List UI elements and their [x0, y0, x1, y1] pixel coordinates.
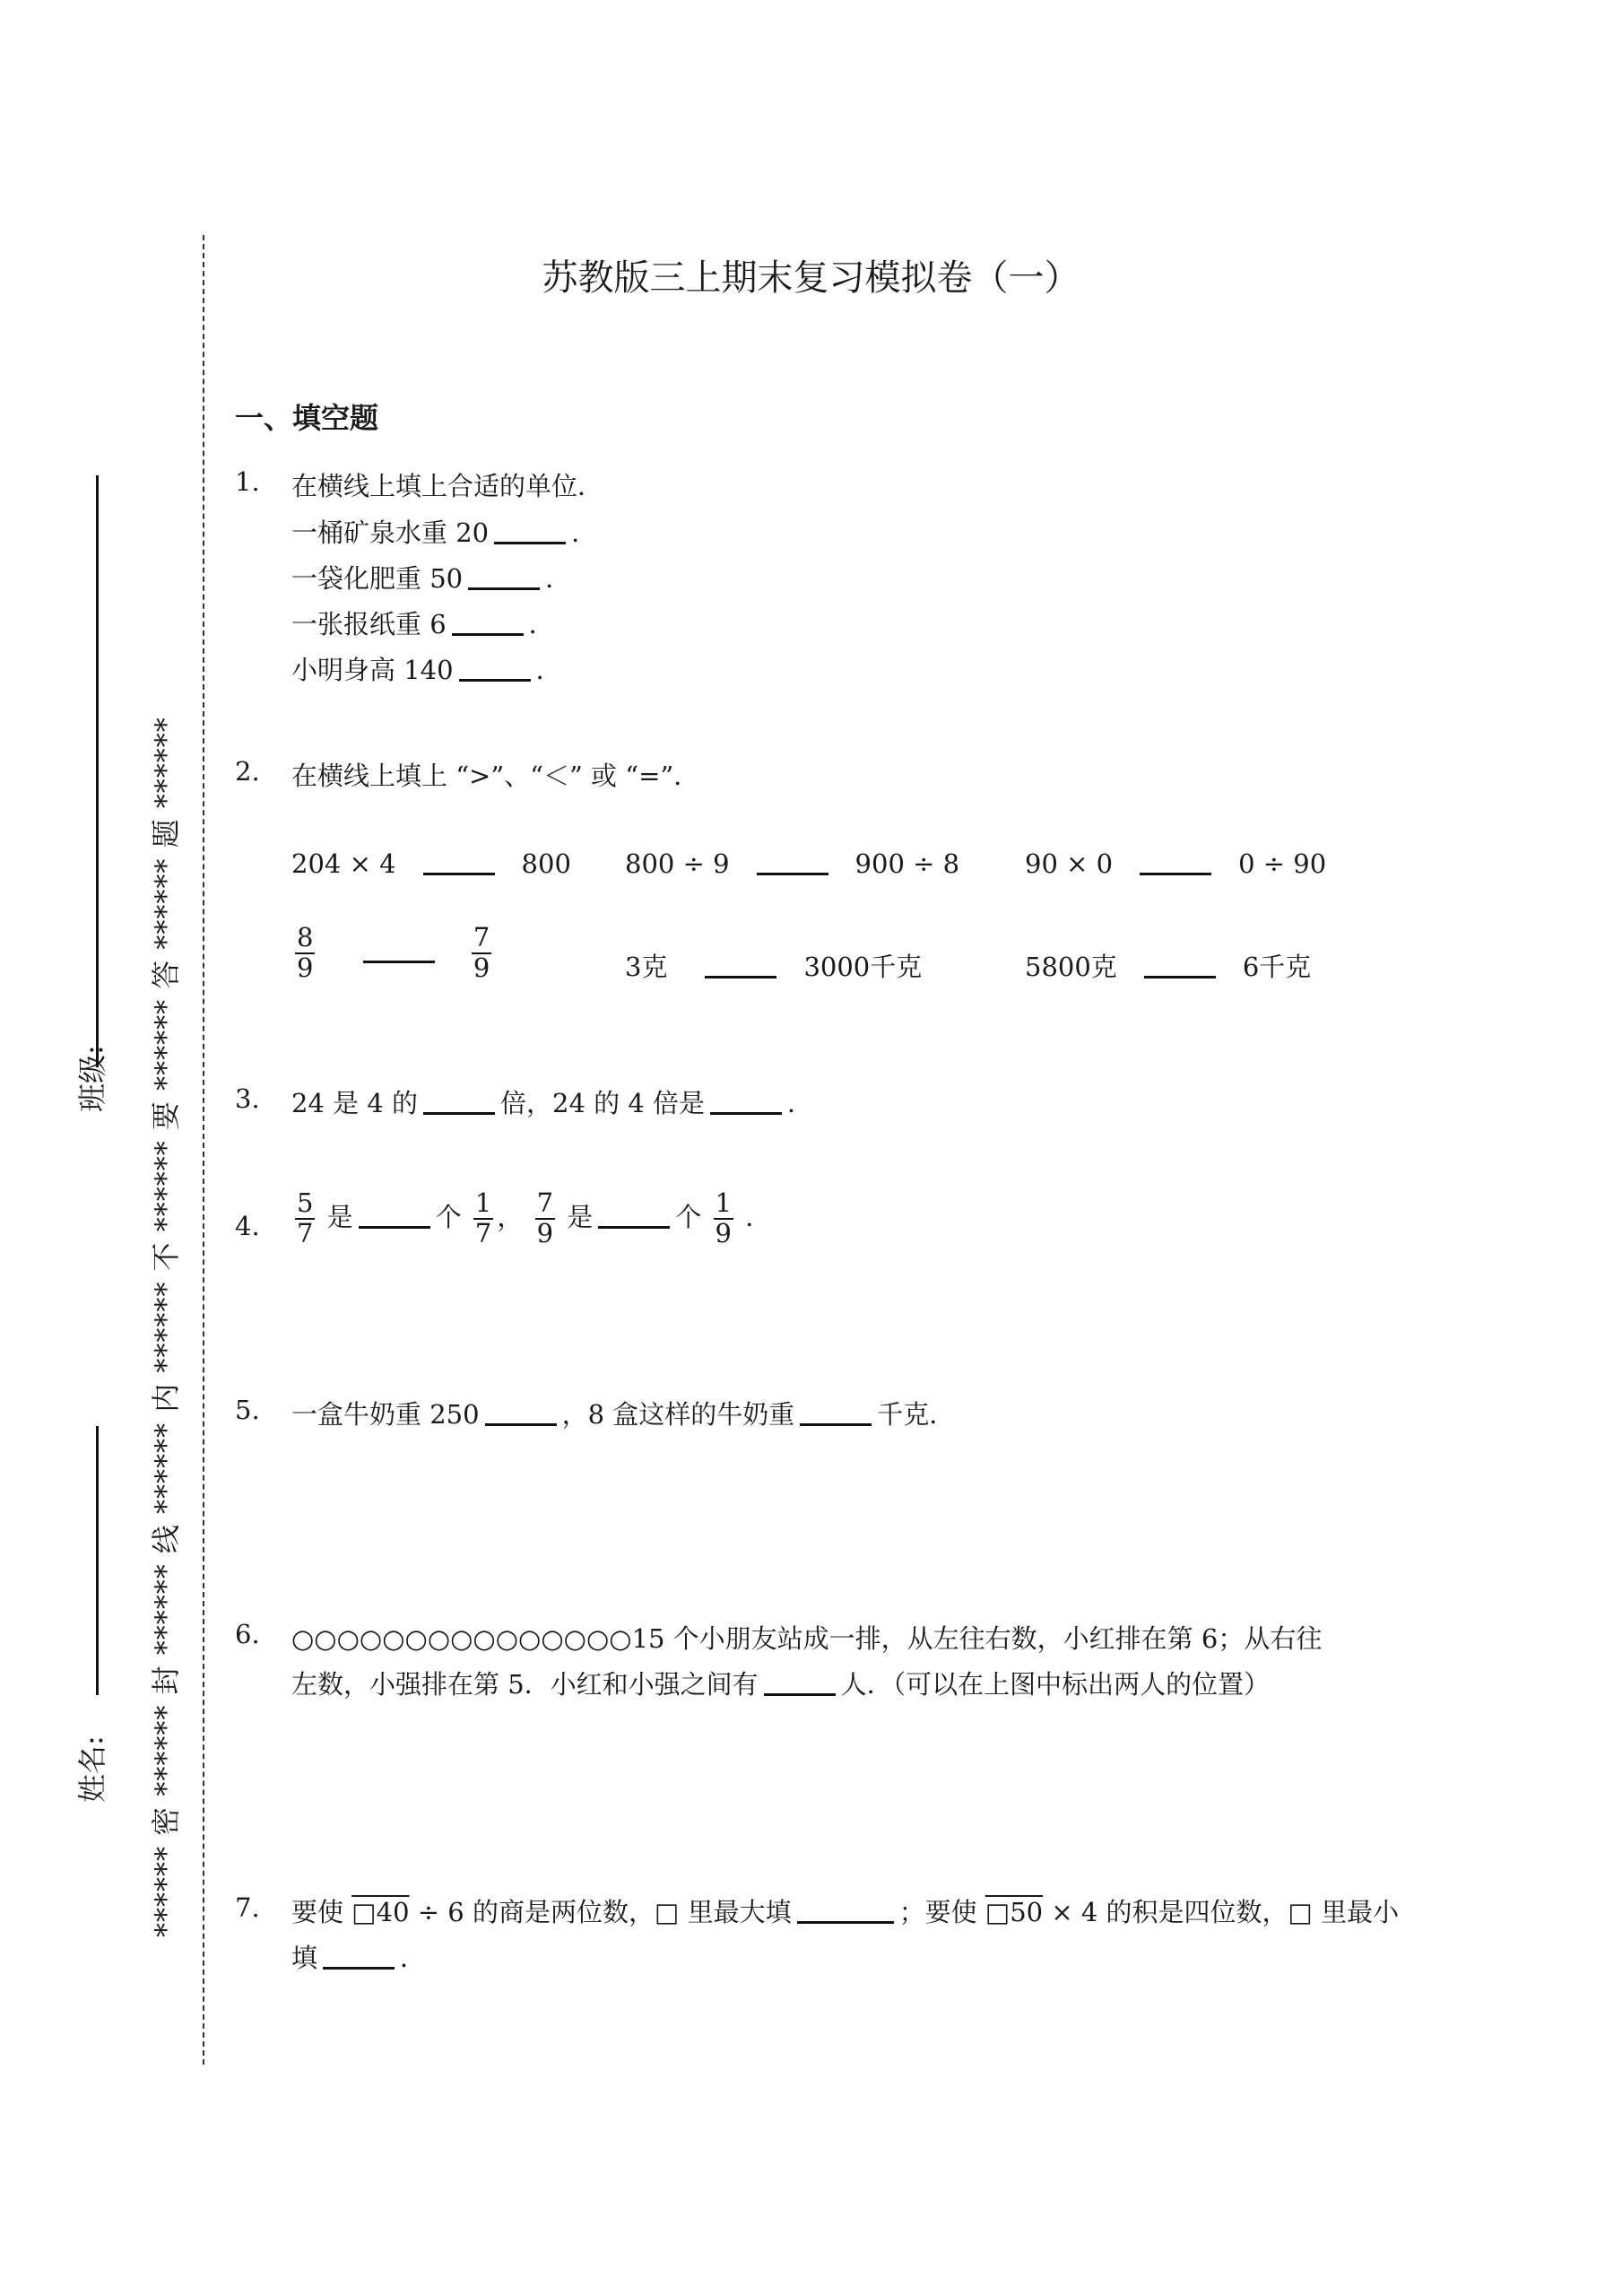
q7-expression-2: □50 — [984, 1897, 1044, 1927]
q1-line-1-end: ． — [571, 517, 598, 548]
q4-word: 是 — [567, 1201, 594, 1232]
q6-line-2-a: 左数，小强排在第 5．小红和小强之间有 — [291, 1669, 759, 1700]
compare-right: 3000千克 — [803, 952, 923, 982]
compare-left: 204 × 4 — [291, 848, 396, 879]
q3-part-b: 倍，24 的 4 倍是 — [500, 1088, 706, 1118]
q6-line-2-b: 人．（可以在上图中标出两人的位置） — [840, 1669, 1271, 1700]
denominator: 9 — [536, 1217, 554, 1248]
answer-blank[interactable] — [363, 935, 435, 963]
q3-part-c: ． — [787, 1088, 814, 1118]
q7-part-a: 要使 — [291, 1897, 344, 1927]
q3-text — [291, 1083, 813, 1120]
numerator: 1 — [474, 1187, 492, 1218]
denominator: 9 — [297, 952, 314, 983]
q1-line-3 — [291, 604, 555, 641]
class-label: 班级: — [75, 1045, 109, 1112]
answer-blank[interactable] — [710, 1087, 782, 1115]
q3-number: 3. — [235, 1083, 260, 1114]
q7-line-2-a: 填 — [291, 1943, 318, 1973]
q5-part-b: ，8 盒这样的牛奶重 — [561, 1399, 795, 1430]
q1-line-4 — [291, 650, 562, 687]
seal-line-text: ****** 密 ****** 封 ****** 线 ****** 内 ****** 不 ****** 要 ****** 答 ****** 题 ****** — [149, 717, 183, 1937]
class-field-line[interactable] — [96, 475, 99, 1067]
answer-blank[interactable] — [323, 1942, 395, 1970]
page-title: 苏教版三上期末复习模拟卷（一） — [542, 257, 1080, 299]
fraction — [295, 1189, 315, 1248]
fraction — [714, 1189, 733, 1248]
compare-right: 6千克 — [1242, 952, 1312, 982]
fraction — [473, 1189, 493, 1248]
answer-blank[interactable] — [800, 1398, 872, 1426]
denominator: 7 — [474, 1217, 492, 1248]
name-label: 姓名: — [75, 1735, 109, 1803]
numerator: 8 — [297, 922, 314, 952]
answer-blank[interactable] — [468, 562, 540, 590]
binding-dashed-line — [203, 235, 204, 2065]
compare-right: 0 ÷ 90 — [1238, 848, 1327, 879]
q7-line-2 — [291, 1938, 426, 1975]
denominator: 7 — [297, 1217, 314, 1248]
q1-line-2-end: ． — [545, 563, 572, 594]
q2-number: 2. — [235, 756, 260, 787]
compare-left: 3克 — [625, 952, 668, 982]
q2-row1-item-3 — [1025, 848, 1326, 879]
q7-line-1 — [291, 1892, 1399, 1929]
compare-left: 90 × 0 — [1025, 848, 1114, 879]
numerator: 7 — [473, 922, 490, 952]
answer-blank[interactable] — [459, 654, 531, 682]
name-field-line[interactable] — [96, 1426, 99, 1695]
compare-left: 800 ÷ 9 — [625, 848, 730, 879]
compare-right: 900 ÷ 8 — [854, 848, 960, 879]
denominator: 9 — [715, 1217, 732, 1248]
compare-right: 800 — [521, 848, 571, 879]
q6-number: 6. — [235, 1619, 260, 1649]
q4-word: 个 — [675, 1201, 702, 1232]
compare-left: 5800克 — [1025, 952, 1117, 982]
q7-line-2-b: ． — [400, 1943, 427, 1973]
q6-line-1: ○○○○○○○○○○○○○○○15 个小朋友站成一排，从左往右数，小红排在第 6；从右往 — [291, 1623, 1323, 1654]
answer-blank[interactable] — [452, 608, 524, 636]
answer-blank[interactable] — [797, 1896, 894, 1924]
q2-row1-item-2 — [625, 848, 959, 879]
q5-part-a: 一盒牛奶重 250 — [291, 1399, 480, 1430]
q7-part-b: ÷ 6 的商是两位数，□ 里最大填 — [417, 1897, 792, 1927]
q4-word: 是 — [326, 1201, 353, 1232]
answer-blank[interactable] — [1144, 951, 1216, 978]
fraction — [295, 924, 315, 983]
q2-row2-item-3 — [1025, 947, 1311, 984]
q7-number: 7. — [235, 1892, 260, 1923]
q1-number: 1. — [235, 466, 260, 497]
answer-blank[interactable] — [494, 517, 566, 544]
q4-separator: ， — [497, 1201, 524, 1232]
fraction — [535, 1189, 555, 1248]
section-heading-fill-in: 一、填空题 — [235, 401, 379, 435]
answer-blank[interactable] — [705, 951, 776, 978]
answer-blank[interactable] — [757, 848, 828, 875]
q7-expression-1: □40 — [351, 1897, 410, 1927]
q1-line-2 — [291, 559, 571, 596]
answer-blank[interactable] — [598, 1201, 670, 1229]
q2-text: 在横线上填上 “>”、“＜” 或 “=”． — [291, 761, 700, 791]
numerator: 5 — [297, 1187, 314, 1218]
fraction — [472, 924, 491, 983]
q1-line-4-end: ． — [535, 655, 562, 685]
q1-line-1-text: 一桶矿泉水重 20 — [291, 517, 490, 548]
answer-blank[interactable] — [1140, 848, 1211, 875]
answer-blank[interactable] — [423, 1087, 495, 1115]
q1-line-3-text: 一张报纸重 6 — [291, 609, 447, 639]
denominator: 9 — [473, 952, 490, 983]
q6-line-2 — [291, 1665, 1270, 1701]
q1-line-3-end: ． — [528, 609, 555, 639]
answer-blank[interactable] — [764, 1668, 836, 1696]
q1-line-2-text: 一袋化肥重 50 — [291, 563, 464, 594]
q7-part-c: ；要使 — [898, 1897, 977, 1927]
q2-row2-item-2 — [625, 947, 922, 984]
q5-number: 5. — [235, 1395, 260, 1425]
q5-part-c: 千克． — [877, 1399, 956, 1430]
q4-text — [291, 1189, 771, 1248]
q2-row2-item-1 — [291, 924, 495, 983]
q4-number: 4. — [235, 1211, 260, 1241]
answer-blank[interactable] — [423, 848, 495, 875]
q4-word: 个 — [435, 1201, 462, 1232]
numerator: 7 — [536, 1187, 554, 1218]
answer-blank[interactable] — [359, 1201, 430, 1229]
q4-end: ． — [745, 1201, 772, 1232]
answer-blank[interactable] — [485, 1398, 557, 1426]
numerator: 1 — [715, 1187, 732, 1218]
q1-line-4-text: 小明身高 140 — [291, 655, 454, 685]
q3-part-a: 24 是 4 的 — [291, 1088, 419, 1118]
q1-line-1 — [291, 513, 597, 550]
q1-text: 在横线上填上合适的单位． — [291, 471, 604, 501]
q7-part-d: × 4 的积是四位数，□ 里最小 — [1051, 1897, 1400, 1927]
q2-row1-item-1 — [291, 848, 571, 879]
q5-text — [291, 1395, 955, 1431]
